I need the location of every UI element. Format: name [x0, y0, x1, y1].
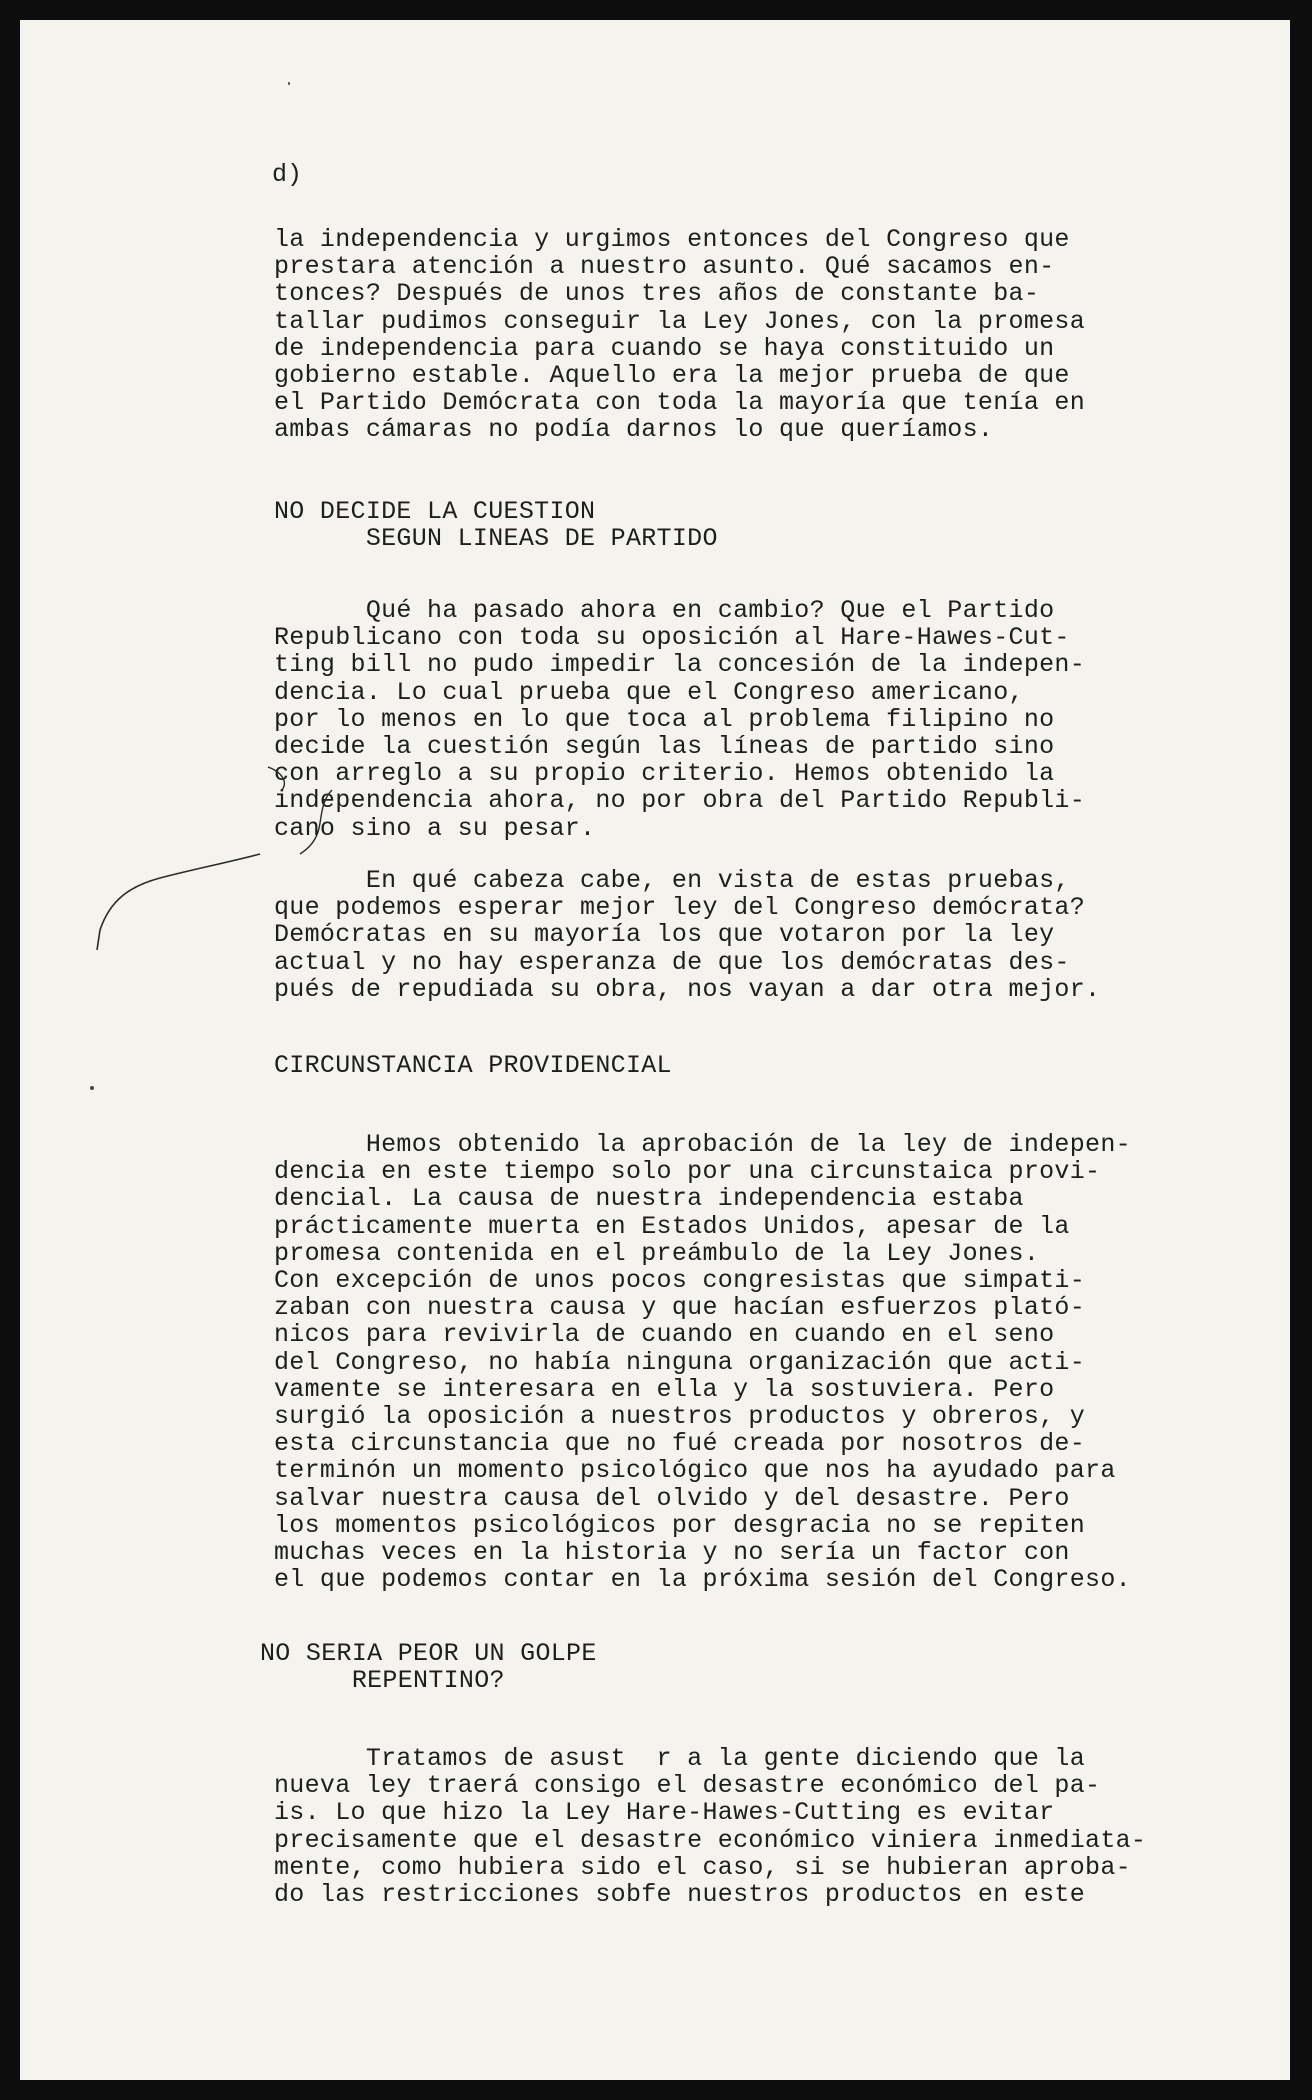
- text-line: REPENTINO?: [260, 1666, 505, 1695]
- text-line: del Congreso, no había ninguna organización que acti-: [274, 1347, 1086, 1377]
- text-line: ambas cámaras no podía darnos lo que queríamos.: [274, 415, 994, 445]
- text-line: precisamente que el desastre económico viniera inmediata-: [274, 1825, 1147, 1855]
- text-line: SEGUN LINEAS DE PARTIDO: [274, 524, 718, 553]
- text-line: Hemos obtenido la aprobación de la ley de indepen-: [274, 1130, 1131, 1159]
- text-line: do las restricciones sobfe nuestros productos en este: [274, 1880, 1086, 1910]
- text-line: dencia en este tiempo solo por una circunstaica provi-: [274, 1157, 1101, 1187]
- text-line: tallar pudimos conseguir la Ley Jones, con la promesa: [274, 306, 1086, 336]
- handwritten-margin-line: [20, 20, 1290, 2080]
- text-line: Demócratas en su mayoría los que votaron por la ley: [274, 920, 1055, 950]
- text-line: prestara atención a nuestro asunto. Qué sacamos en-: [274, 252, 1055, 282]
- text-line: nicos para revivirla de cuando en cuando en el seno: [274, 1320, 1055, 1350]
- text-line: gobierno estable. Aquello era la mejor prueba de que: [274, 361, 1070, 391]
- text-line: NO SERIA PEOR UN GOLPE: [260, 1639, 597, 1668]
- text-line: Qué ha pasado ahora en cambio? Que el Partido: [274, 596, 1055, 625]
- text-line: mente, como hubiera sido el caso, si se hubieran aproba-: [274, 1852, 1131, 1882]
- text-line: de independencia para cuando se haya constituido un: [274, 333, 1055, 363]
- text-line: nueva ley traerá consigo el desastre económico del pa-: [274, 1771, 1101, 1801]
- text-line: Tratamos de asust r a la gente diciendo que la: [274, 1744, 1086, 1773]
- text-line: muchas veces en la historia y no sería un factor con: [274, 1538, 1070, 1568]
- text-line: el Partido Demócrata con toda la mayoría que tenía en: [274, 388, 1086, 418]
- text-line: promesa contenida en el preámbulo de la Ley Jones.: [274, 1238, 1040, 1268]
- text-line: NO DECIDE LA CUESTION: [274, 497, 596, 526]
- text-line: actual y no hay esperanza de que los demócratas des-: [274, 947, 1070, 977]
- document-page: [20, 20, 1290, 2080]
- text-line: decide la cuestión según las líneas de partido sino: [274, 732, 1055, 762]
- text-line: zaban con nuestra causa y que hacían esfuerzos plató-: [274, 1293, 1086, 1323]
- text-line: prácticamente muerta en Estados Unidos, apesar de la: [274, 1211, 1070, 1241]
- text-line: la independencia y urgimos entonces del Congreso que: [274, 225, 1070, 254]
- text-line: por lo menos en lo que toca al problema filipino no: [274, 704, 1055, 734]
- text-line: pués de repudiada su obra, nos vayan a dar otra mejor.: [274, 974, 1101, 1004]
- text-line: dencial. La causa de nuestra independencia estaba: [274, 1184, 1024, 1214]
- text-line: is. Lo que hizo la Ley Hare-Hawes-Cutting es evitar: [274, 1798, 1055, 1828]
- text-line: terminón un momento psicológico que nos ha ayudado para: [274, 1456, 1116, 1486]
- text-line: Con excepción de unos pocos congresistas que simpati-: [274, 1266, 1086, 1296]
- text-line: salvar nuestra causa del olvido y del desastre. Pero: [274, 1483, 1070, 1513]
- text-line: cano sino a su pesar.: [274, 813, 596, 843]
- text-line: CIRCUNSTANCIA PROVIDENCIAL: [274, 1051, 672, 1080]
- text-line: independencia ahora, no por obra del Partido Republi-: [274, 786, 1086, 816]
- text-line: tonces? Después de unos tres años de constante ba-: [274, 279, 1040, 309]
- page-label: d): [272, 160, 303, 189]
- text-line: esta circunstancia que no fué creada por nosotros de-: [274, 1429, 1086, 1459]
- text-line: el que podemos contar en la próxima sesión del Congreso.: [274, 1565, 1131, 1595]
- text-line: que podemos esperar mejor ley del Congreso demócrata?: [274, 893, 1086, 923]
- text-line: ting bill no pudo impedir la concesión de la indepen-: [274, 650, 1086, 680]
- text-line: Republicano con toda su oposición al Hare-Hawes-Cut-: [274, 623, 1070, 653]
- text-line: los momentos psicológicos por desgracia no se repiten: [274, 1510, 1086, 1540]
- text-line: dencia. Lo cual prueba que el Congreso americano,: [274, 677, 1024, 707]
- text-line: vamente se interesara en ella y la sostuviera. Pero: [274, 1374, 1055, 1404]
- text-line: surgió la oposición a nuestros productos y obreros, y: [274, 1402, 1086, 1432]
- text-line: con arreglo a su propio criterio. Hemos obtenido la: [274, 759, 1055, 789]
- text-line: En qué cabeza cabe, en vista de estas pruebas,: [274, 866, 1070, 895]
